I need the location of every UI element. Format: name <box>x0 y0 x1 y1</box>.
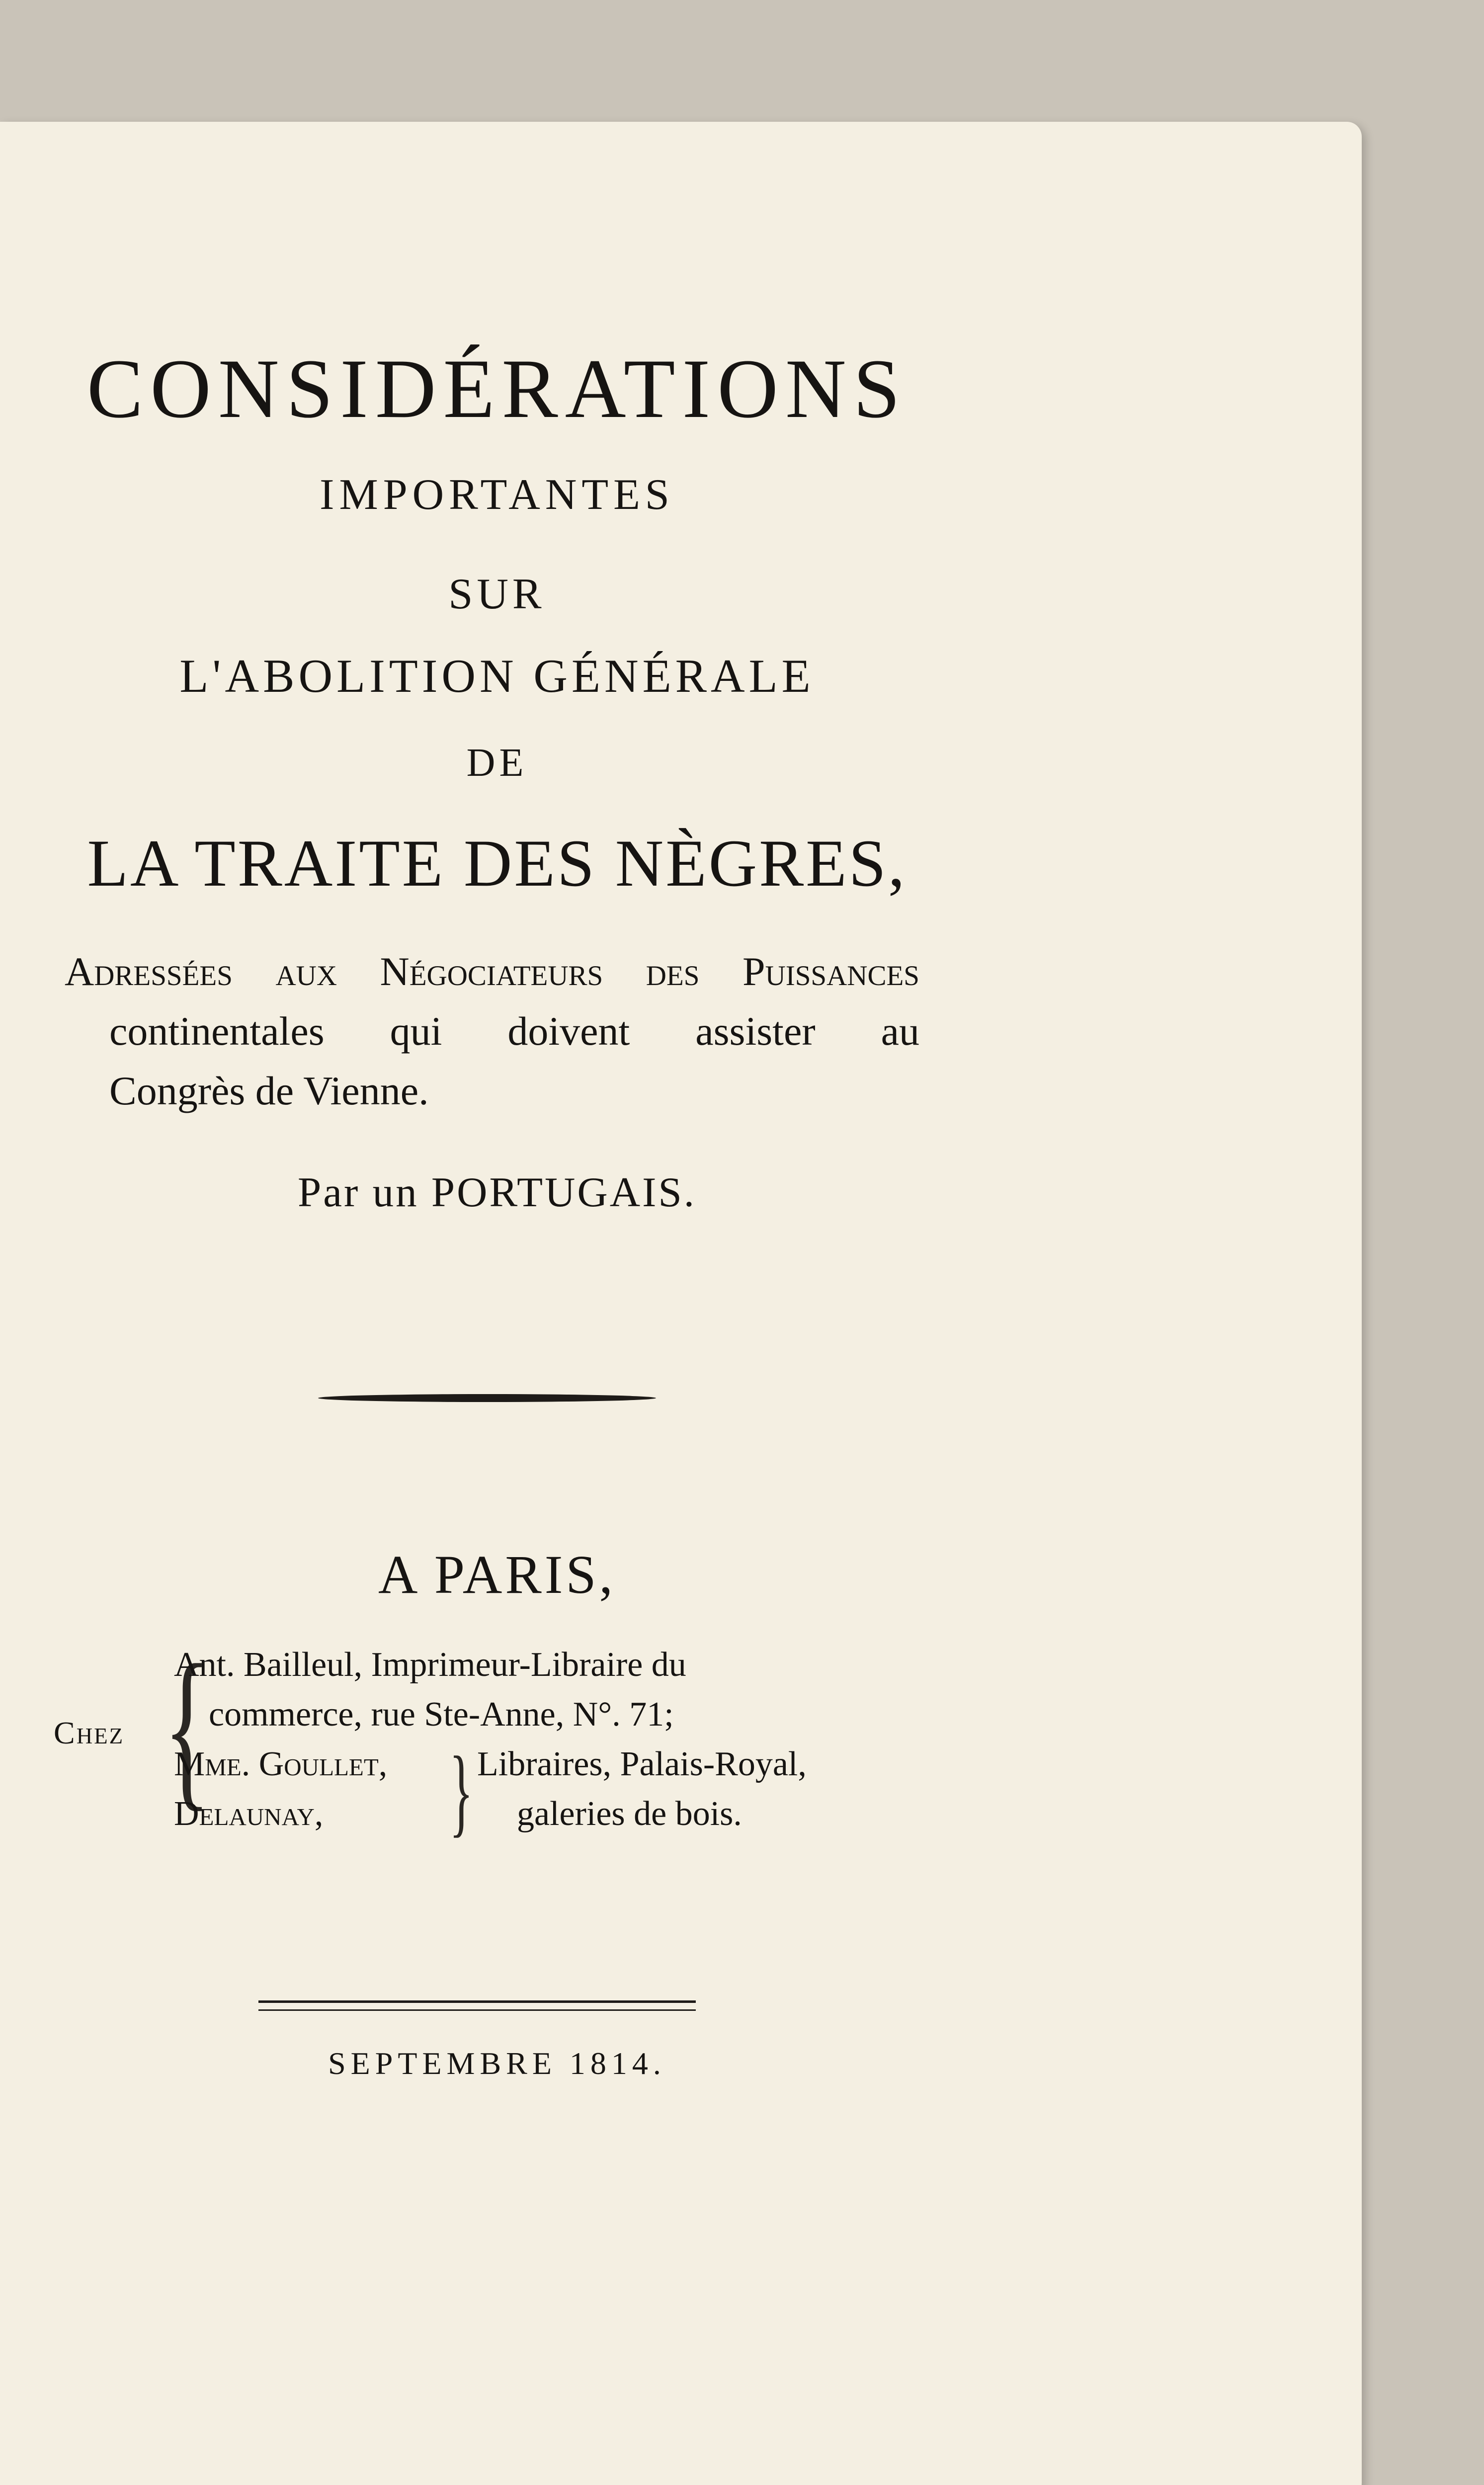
double-rule-bottom <box>258 2009 696 2011</box>
title-line-traite: LA TRAITE DES NÈGRES, <box>87 827 907 901</box>
small-brace-icon: } <box>449 1737 473 1846</box>
title-page <box>0 122 1362 2485</box>
publisher-row-3: Mme. Goullet, <box>174 1745 388 1783</box>
subtitle-block <box>65 942 919 1121</box>
title-line-sur: SUR <box>448 570 546 618</box>
subtitle-line-3: Congrès de Vienne. <box>109 1068 429 1113</box>
chez-label: Chez <box>54 1715 125 1750</box>
publisher-row-4: Delaunay, <box>174 1795 324 1833</box>
publisher-row-2: commerce, rue Ste-Anne, N°. 71; <box>209 1695 674 1734</box>
author-line: Par un PORTUGAIS. <box>298 1169 696 1216</box>
main-title: CONSIDÉRATIONS <box>86 342 907 435</box>
title-line-de: DE <box>466 741 528 785</box>
subtitle-line-2: continentales qui doivent assister au <box>109 1008 919 1054</box>
imprint-city: A PARIS, <box>378 1544 616 1605</box>
subtitle-line-1: Adressées aux Négociateurs des Puissances <box>65 949 919 994</box>
ornamental-rule <box>318 1394 656 1402</box>
double-rule-top <box>258 2000 696 2003</box>
publication-date: SEPTEMBRE 1814. <box>328 2046 666 2081</box>
publisher-row-1: Ant. Bailleul, Imprimeur-Libraire du <box>174 1646 686 1684</box>
publisher-row-3-right: Libraires, Palais-Royal, <box>477 1745 807 1783</box>
curly-brace-icon: { <box>163 1628 211 1826</box>
title-line-abolition: L'ABOLITION GÉNÉRALE <box>179 650 815 702</box>
publisher-row-4-right: galeries de bois. <box>517 1795 742 1833</box>
title-line-importantes: IMPORTANTES <box>320 471 674 519</box>
